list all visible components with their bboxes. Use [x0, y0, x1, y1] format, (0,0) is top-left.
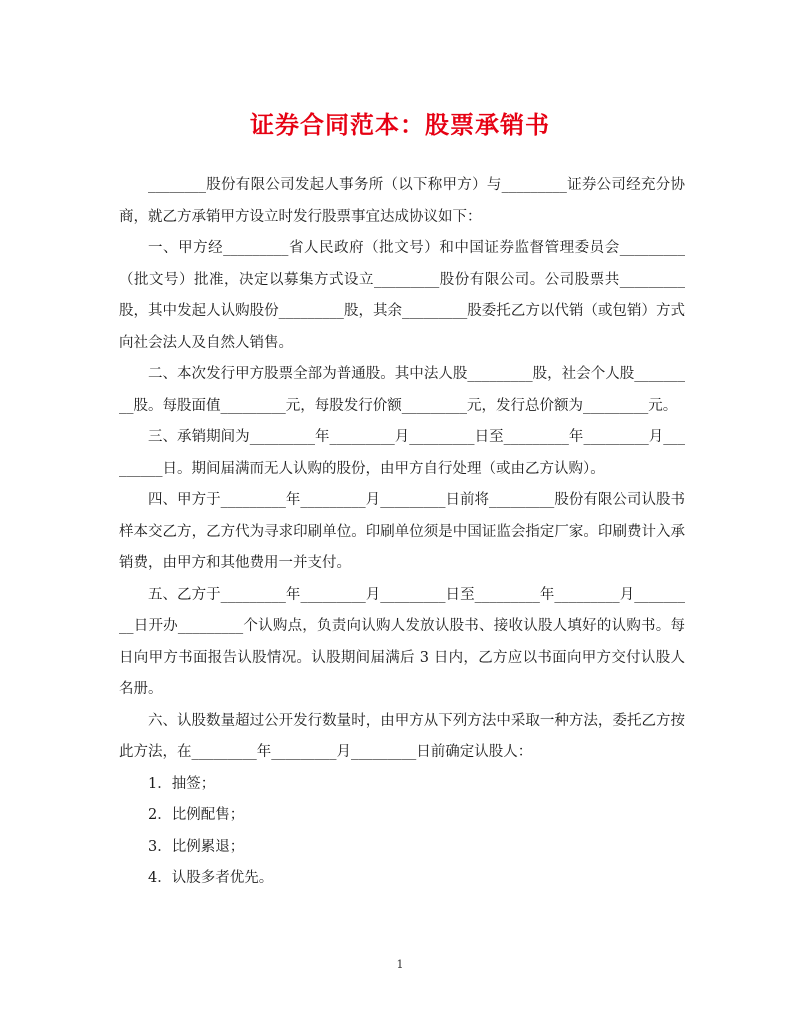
method-item: 2．比例配售；	[148, 807, 245, 823]
document-title: 证券合同范本：股票承销书	[250, 111, 550, 139]
method-item: 1．抽签；	[148, 775, 216, 792]
paragraph-clause-5: 五、乙方于_________年_________月_________日至_________年_________月_________日开办_________个认购点，负责向认购人发放认股书、接收认股人填好的认购书。每日向甲方书面报告认股情况。认股期间届满后 3 日内，乙方应以书面向甲方交付认股人名册。	[119, 586, 685, 697]
method-item: 3．比例累退；	[148, 838, 245, 855]
paragraph-clause-2: 二、本次发行甲方股票全部为普通股。其中法人股_________股，社会个人股_________股。每股面值_________元，每股发行价额_________元，发行总价额为_________元。	[119, 366, 685, 414]
page-number: 1	[396, 958, 404, 971]
document-body	[119, 170, 685, 895]
paragraph-clause-1: 一、甲方经_________省人民政府（批文号）和中国证券监督管理委员会_________（批文号）批准，决定以募集方式设立_________股份有限公司。公司股票共_________股，其中发起人认购股份_________股，其余_________股委托乙方以代销（或包销）方式向社会法人及自然人销售。	[119, 240, 685, 351]
method-item: 4．认股多者优先。	[148, 870, 274, 886]
paragraph-preamble: ________股份有限公司发起人事务所（以下称甲方）与_________证券公司经充分协商，就乙方承销甲方设立时发行股票事宜达成协议如下：	[119, 177, 685, 225]
paragraph-clause-3: 三、承销期间为_________年_________月_________日至_________年_________月_________日。期间届满而无人认购的股份，由甲方自行处理（或由乙方认购）。	[119, 429, 685, 477]
paragraph-clause-4: 四、甲方于_________年_________月_________日前将_________股份有限公司认股书样本交乙方，乙方代为寻求印刷单位。印刷单位须是中国证监会指定厂家。印刷费计入承销费，由甲方和其他费用一并支付。	[119, 492, 685, 571]
paragraph-clause-6: 六、认股数量超过公开发行数量时，由甲方从下列方法中采取一种方法，委托乙方按此方法，在_________年_________月_________日前确定认股人：	[119, 712, 685, 760]
